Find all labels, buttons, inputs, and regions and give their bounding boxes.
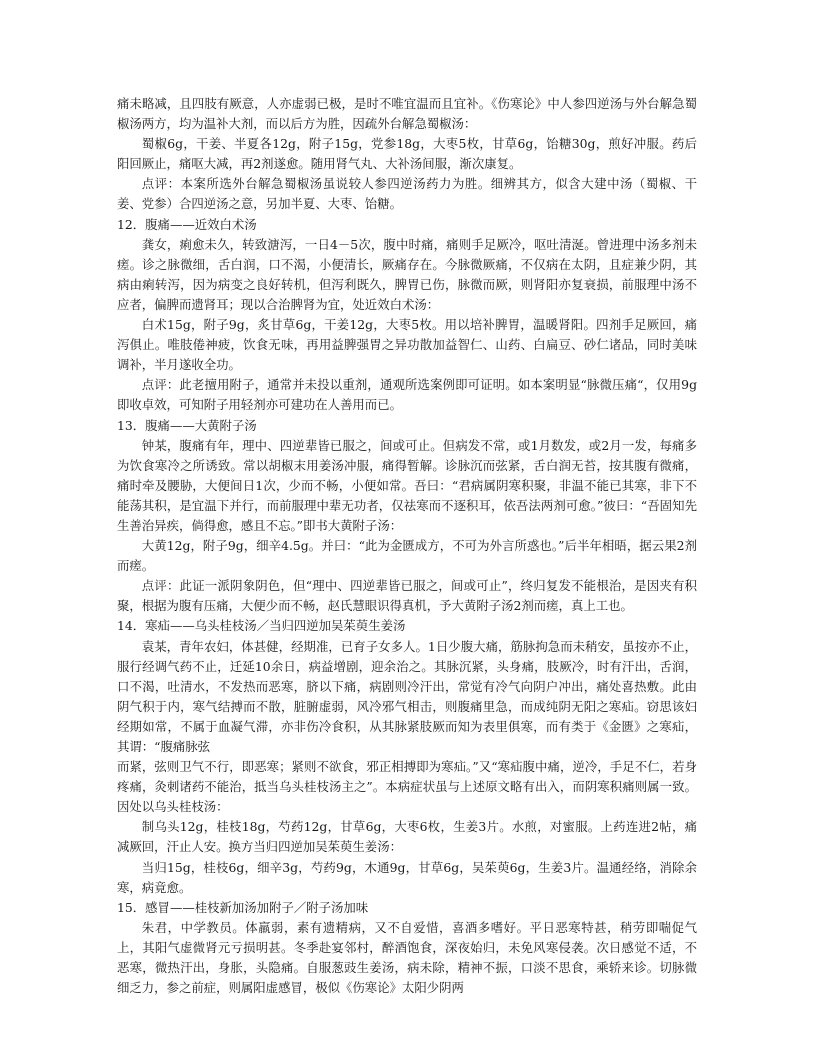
paragraph: 袁某，青年农妇，体甚健，经期准，已育子女多人。1日少腹大痛，筋脉拘急而未稍安，虽按亦不止，服行经调气药不止，迁延10余日，病益增剧，迎余治之。其脉沉紧，头身痛，肢厥冷，时有汗出，舌润，口不渴，吐清水，不发热而恶寒，脐以下痛，病剧则冷汗出，常觉有冷气向阴户冲出，痛处喜热敷。此由阴气积于内，寒气结搏而不散，脏腑虚弱，风冷邪气相击，则腹痛里急，而成纯阴无阳之寒疝。窃思该妇经期如常，不属于血凝气滞，亦非伤冷食积，从其脉紧肢厥而知为表里俱寒，而有类于《金匮》之寒疝，其谓：“腹痛脉弦 (117, 638, 697, 754)
paragraph: 痛未略减，且四肢有厥意，人亦虚弱已极，是时不唯宜温而且宜补。《伤寒论》中人参四逆汤与外台解急蜀椒汤两方，均为温补大剂，而以后方为胜，因疏外台解急蜀椒汤： (117, 96, 697, 132)
document-page (117, 94, 697, 998)
section-heading: 14．寒疝——乌头桂枝汤／当归四逆加吴茱萸生姜汤 (117, 618, 406, 634)
paragraph: 龚女，痢愈未久，转致溏泻，一日4－5次，腹中时痛，痛则手足厥冷，呕吐清涎。曾进理中汤多剂未瘥。诊之脉微细，舌白润，口不渴，小便清长，厥痛存在。今脉微厥痛，不仅病在太阴，且症兼少阴，其病由痢转泻，因为病变之良好转机，但泻利既久，脾胃已伤，脉微而厥，则肾阳亦复衰损，前服理中汤不应者，偏脾而遗肾耳；现以合治脾肾为宜，处近效白术汤： (117, 236, 697, 312)
paragraph: 制乌头12g，桂枝18g，芍药12g，甘草6g，大枣6枚，生姜3片。水煎，对蜜服。上药连进2帖，痛减厥回，汗止人安。换方当归四逆加吴茱萸生姜汤： (117, 819, 697, 855)
section-heading: 15．感冒——桂枝新加汤加附子／附子汤加味 (117, 899, 369, 915)
paragraph: 蜀椒6g，干姜、半夏各12g，附子15g，党参18g，大枣5枚，甘草6g，饴糖30g，煎好冲服。药后阳回厥止，痛呕大减，再2剂遂愈。随用肾气丸、大补汤间服，渐次康复。 (117, 136, 697, 172)
paragraph: 白术15g，附子9g，炙甘草6g，干姜12g，大枣5枚。用以培补脾胃，温暖肾阳。四剂手足厥回，痛泻俱止。唯肢倦神疲，饮食无味，再用益脾强胃之异功散加益智仁、山药、白扁豆、砂仁诸品，同时美味调补，半月遂收全功。 (117, 317, 697, 373)
section-heading: 12．腹痛——近效白术汤 (117, 216, 257, 232)
paragraph: 朱君，中学教员。体羸弱，素有遗精病，又不自爱惜，喜酒多嗜好。平日恶寒特甚，稍劳即喘促气上，其阳气虚微肾元亏损明甚。冬季赴宴邻村，醉酒饱食，深夜始归，未免风寒侵袭。次日感觉不适，不恶寒，微热汗出，身胀，头隐痛。自服葱豉生姜汤，病未除，精神不振，口淡不思食，乘轿来诊。切脉微细乏力，参之前症，则属阳虚感冒，极似《伤寒论》太阳少阴两 (117, 919, 697, 996)
paragraph: 点评：此老擅用附子，通常并未投以重剂，通观所选案例即可证明。如本案明显“脉微压痛“，仅用9g即收卓效，可知附子用轻剂亦可建功在人善用而已。 (117, 377, 697, 413)
paragraph: 点评：此证一派阴象阴色，但“理中、四逆辈皆已服之，间或可止”，终归复发不能根治，是因夹有积聚，根据为腹有压痛，大便少而不畅，赵氏慧眼识得真机，予大黄附子汤2剂而瘥，真上工也。 (117, 578, 697, 614)
paragraph: 当归15g，桂枝6g，细辛3g，芍药9g，木通9g，甘草6g，吴茱萸6g，生姜3片。温通经络，消除余寒，病竟愈。 (117, 859, 697, 895)
paragraph: 钟某，腹痛有年，理中、四逆辈皆已服之，间或可止。但病发不常，或1月数发，或2月一发，每痛多为饮食寒冷之所诱致。常以胡椒末用姜汤冲服，痛得暂解。诊脉沉而弦紧，舌白润无苔，按其腹有微痛，痛时牵及腰胁，大便间日1次，少而不畅，小便如常。吾曰：“君病属阴寒积聚，非温不能已其寒，非下不能荡其积，是宜温下并行，而前服理中辈无功者，仅祛寒而不逐积耳，依吾法两剂可愈。”彼曰：“吾固知先生善治异疾，倘得愈，感且不忘。”即书大黄附子汤： (117, 437, 697, 533)
paragraph: 大黄12g，附子9g，细辛4.5g。并曰：“此为金匮成方，不可为外言所惑也。”后半年相晤，据云果2剂而瘥。 (117, 538, 697, 574)
paragraph: 点评：本案所选外台解急蜀椒汤虽说较人参四逆汤药力为胜。细辨其方，似含大建中汤（蜀椒、干姜、党参）合四逆汤之意，另加半夏、大枣、饴糖。 (117, 176, 697, 212)
paragraph: 而紧，弦则卫气不行，即恶寒；紧则不欲食，邪正相搏即为寒疝。”又“寒疝腹中痛，逆冷，手足不仁，若身疼痛，灸刺诸药不能治，抵当乌头桂枝汤主之”。本病症状虽与上述原文略有出入，而阴寒积痛则属一致。因处以乌头桂枝汤： (117, 759, 697, 815)
section-heading: 13．腹痛——大黄附子汤 (117, 417, 257, 433)
